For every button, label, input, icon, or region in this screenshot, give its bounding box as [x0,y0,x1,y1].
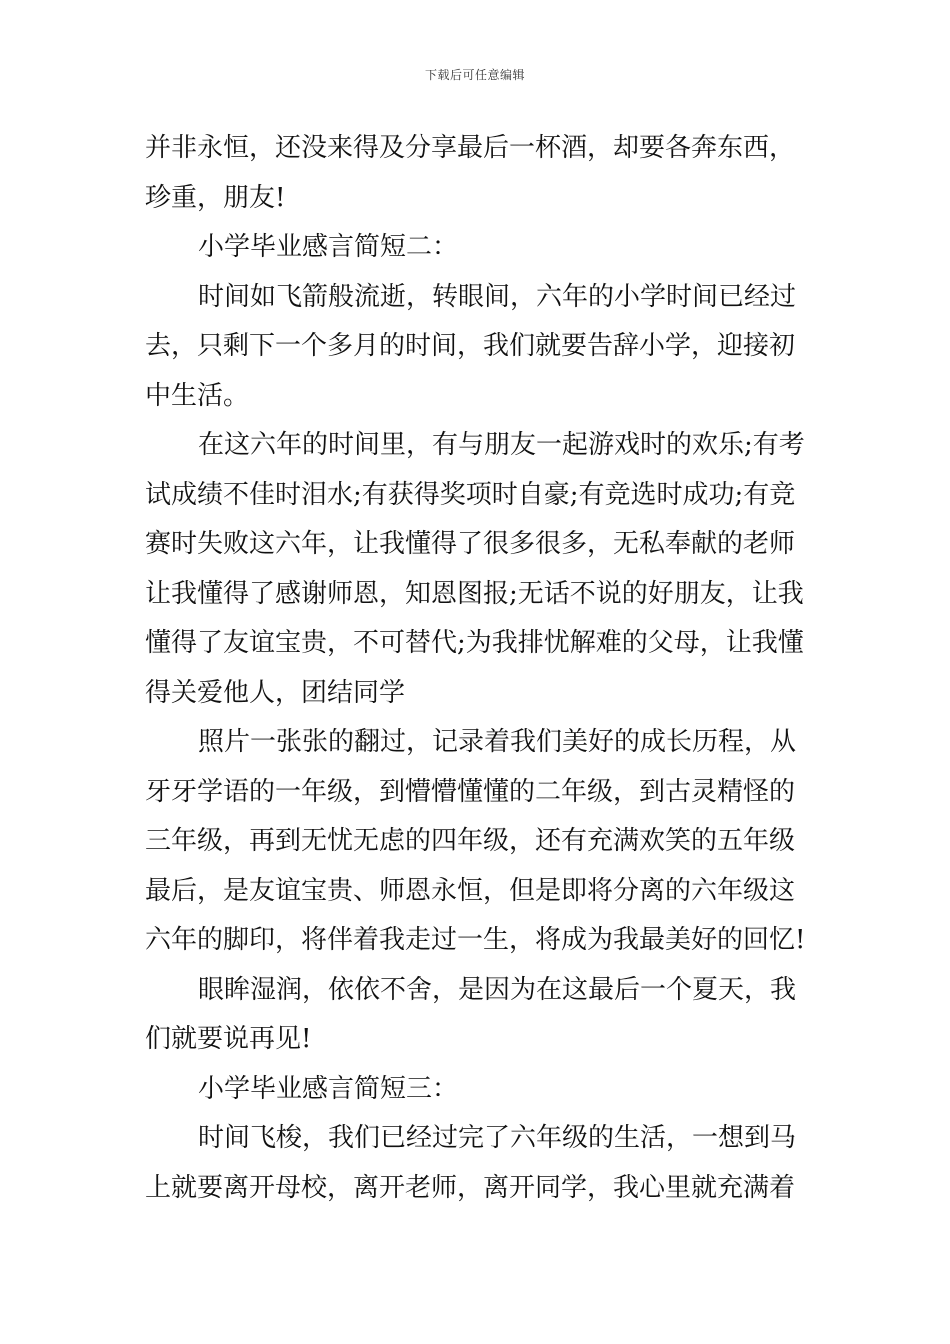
page-header-note: 下载后可任意编辑 [424,68,525,82]
text-line: 最后，是友谊宝贵、师恩永恒，但是即将分离的六年级这 [145,875,796,906]
text-line: 照片一张张的翻过，记录着我们美好的成长历程，从 [198,727,797,757]
text-line: 珍重，朋友! [145,182,286,213]
section-heading: 小学毕业感言简短二： [198,232,459,262]
text-line: 牙牙学语的一年级，到懵懵懂懂的二年级，到古灵精怪的 [145,776,796,807]
text-line: 让我懂得了感谢师恩，知恩图报;无话不说的好朋友，让我 [145,578,804,609]
text-line: 时间如飞箭般流逝，转眼间，六年的小学时间已经过 [198,281,797,312]
text-line: 懂得了友谊宝贵，不可替代;为我排忧解难的父母，让我懂 [145,628,804,658]
text-line: 上就要离开母校，离开老师，离开同学，我心里就充满着 [145,1172,796,1203]
text-line: 中生活。 [145,380,250,411]
text-line: 并非永恒，还没来得及分享最后一杯酒，却要各奔东西， [145,133,796,163]
text-line: 三年级，再到无忧无虑的四年级，还有充满欢笑的五年级 [145,826,796,856]
text-line: 试成绩不佳时泪水;有获得奖项时自豪;有竞选时成功;有竞 [145,479,796,510]
section-heading: 小学毕业感言简短三： [198,1073,459,1104]
text-line: 得关爱他人，团结同学 [145,677,406,708]
text-line: 时间飞梭，我们已经过完了六年级的生活，一想到马 [198,1123,797,1153]
text-line: 眼眸湿润，依依不舍，是因为在这最后一个夏天，我 [198,974,797,1005]
text-line: 们就要说再见! [145,1024,312,1054]
text-line: 赛时失败这六年，让我懂得了很多很多，无私奉献的老师 [145,529,796,559]
text-line: 在这六年的时间里，有与朋友一起游戏时的欢乐;有考 [198,430,805,460]
text-line: 六年的脚印，将伴着我走过一生，将成为我最美好的回忆! [145,925,806,955]
text-line: 去，只剩下一个多月的时间，我们就要告辞小学，迎接初 [145,331,796,361]
document-body [145,124,809,1213]
